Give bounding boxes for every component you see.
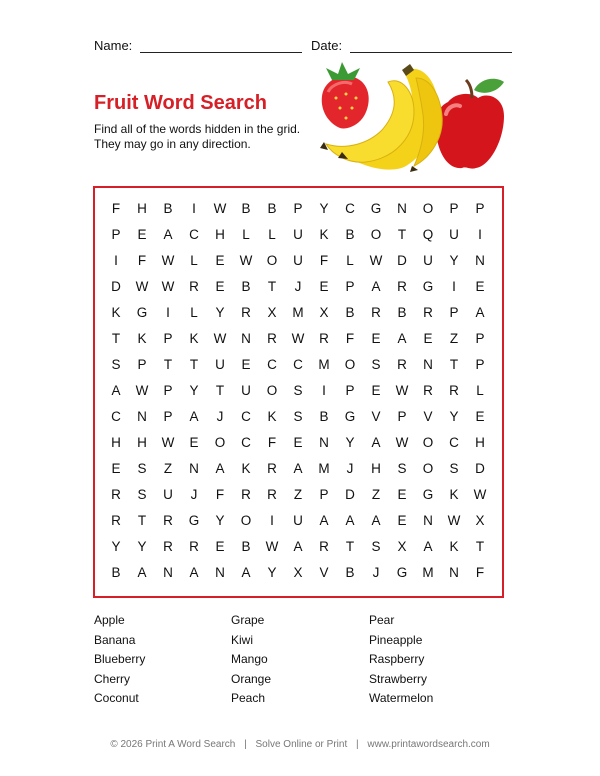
grid-letter[interactable]: I <box>270 513 274 528</box>
grid-letter[interactable]: C <box>449 435 459 450</box>
grid-letter[interactable]: H <box>137 435 147 450</box>
instructions <box>94 122 314 152</box>
grid-row <box>95 430 502 456</box>
grid-letter[interactable]: N <box>319 435 329 450</box>
grid-letter[interactable]: P <box>475 201 485 216</box>
word-item: Apple <box>94 613 125 627</box>
grid-letter[interactable]: E <box>189 435 199 450</box>
grid-letter[interactable]: E <box>111 461 121 476</box>
footer-solve-link[interactable]: Solve Online or Print <box>255 739 348 750</box>
grid-letter[interactable]: P <box>319 487 329 502</box>
grid-letter[interactable]: B <box>267 201 277 216</box>
grid-letter[interactable]: R <box>267 487 277 502</box>
grid-letter[interactable]: B <box>241 279 251 294</box>
grid-letter[interactable]: S <box>137 461 147 476</box>
grid-letter[interactable]: A <box>189 565 199 580</box>
grid-letter[interactable]: D <box>397 253 407 268</box>
grid-letter[interactable]: L <box>476 383 484 398</box>
grid-letter[interactable]: R <box>449 383 459 398</box>
grid-letter[interactable]: O <box>240 513 252 528</box>
grid-letter[interactable]: F <box>111 201 121 216</box>
grid-letter[interactable]: K <box>267 409 277 424</box>
grid-letter[interactable]: S <box>371 539 381 554</box>
grid-letter[interactable]: E <box>215 253 225 268</box>
grid-letter[interactable]: W <box>161 435 175 450</box>
grid-letter[interactable]: R <box>319 331 329 346</box>
grid-letter[interactable]: D <box>111 279 121 294</box>
grid-letter[interactable]: N <box>163 565 173 580</box>
grid-letter[interactable]: L <box>268 227 276 242</box>
grid-row <box>95 534 502 560</box>
grid-letter[interactable]: S <box>293 383 303 398</box>
grid-letter[interactable]: R <box>423 305 433 320</box>
instructions-line-1: Find all of the words hidden in the grid. <box>94 122 301 136</box>
grid-letter[interactable]: W <box>473 487 487 502</box>
grid-letter[interactable]: W <box>161 279 175 294</box>
grid-letter[interactable]: E <box>475 279 485 294</box>
grid-letter[interactable]: U <box>293 513 303 528</box>
grid-letter[interactable]: A <box>111 383 121 398</box>
grid-letter[interactable]: T <box>111 331 121 346</box>
grid-letter[interactable]: E <box>397 513 407 528</box>
grid-letter[interactable]: R <box>319 539 329 554</box>
name-field[interactable] <box>94 38 302 53</box>
grid-letter[interactable]: N <box>449 565 459 580</box>
grid-letter[interactable]: J <box>372 565 380 580</box>
grid-letter[interactable]: T <box>163 357 173 372</box>
grid-letter[interactable]: G <box>188 513 200 528</box>
footer-copyright: © 2026 Print A Word Search <box>110 739 236 750</box>
grid-letter[interactable]: I <box>166 305 170 320</box>
grid-row <box>95 482 502 508</box>
grid-letter[interactable]: R <box>423 383 433 398</box>
grid-letter[interactable]: L <box>190 253 198 268</box>
grid-letter[interactable]: E <box>241 357 251 372</box>
apple-icon <box>436 79 504 169</box>
name-label: Name: <box>94 38 133 53</box>
word-item: Pineapple <box>369 632 423 647</box>
grid-letter[interactable]: P <box>475 357 485 372</box>
grid-letter[interactable]: N <box>397 201 407 216</box>
grid-letter[interactable]: E <box>423 331 433 346</box>
grid-letter[interactable]: R <box>241 487 251 502</box>
grid-letter[interactable]: C <box>293 357 303 372</box>
word-column-3 <box>369 611 433 709</box>
grid-letter[interactable]: D <box>345 487 355 502</box>
grid-letter[interactable]: W <box>213 201 227 216</box>
grid-letter[interactable]: N <box>137 409 147 424</box>
grid-letter[interactable]: E <box>397 487 407 502</box>
grid-letter[interactable]: K <box>137 331 147 346</box>
grid-letter[interactable]: E <box>215 539 225 554</box>
grid-letter[interactable]: E <box>319 279 329 294</box>
grid-letter[interactable]: L <box>190 305 198 320</box>
grid-letter[interactable]: R <box>241 305 251 320</box>
grid-letter[interactable]: A <box>345 513 355 528</box>
word-item: Banana <box>94 632 136 647</box>
grid-letter[interactable]: A <box>475 305 485 320</box>
grid-letter[interactable]: W <box>135 383 149 398</box>
grid-letter[interactable]: W <box>239 253 253 268</box>
word-item: Grape <box>231 613 265 627</box>
grid-letter[interactable]: B <box>345 305 355 320</box>
grid-letter[interactable]: O <box>266 383 278 398</box>
date-line[interactable] <box>350 38 512 53</box>
word-item: Strawberry <box>369 671 428 686</box>
grid-letter[interactable]: K <box>449 539 459 554</box>
grid-letter[interactable]: X <box>293 565 303 580</box>
grid-letter[interactable]: I <box>478 227 482 242</box>
word-item: Pear <box>369 613 395 627</box>
grid-letter[interactable]: I <box>452 279 456 294</box>
grid-letter[interactable]: I <box>114 253 118 268</box>
grid-letter[interactable]: C <box>241 409 251 424</box>
grid-letter[interactable]: J <box>216 409 224 424</box>
grid-row <box>95 222 502 248</box>
grid-letter[interactable]: T <box>137 513 147 528</box>
grid-letter[interactable]: F <box>475 565 485 580</box>
word-item: Orange <box>231 671 272 686</box>
grid-letter[interactable]: Y <box>137 539 147 554</box>
grid-row <box>95 352 502 378</box>
grid-letter[interactable]: E <box>215 279 225 294</box>
grid-letter[interactable]: D <box>475 461 485 476</box>
grid-letter[interactable]: P <box>163 409 173 424</box>
grid-letter[interactable]: B <box>345 227 355 242</box>
grid-letter[interactable]: O <box>370 227 382 242</box>
grid-letter[interactable]: S <box>137 487 147 502</box>
grid-letter[interactable]: W <box>265 539 279 554</box>
grid-letter[interactable]: F <box>137 253 147 268</box>
grid-letter[interactable]: V <box>371 409 381 424</box>
grid-letter[interactable]: G <box>396 565 408 580</box>
grid-letter[interactable]: Y <box>319 201 329 216</box>
grid-letter[interactable]: A <box>371 435 381 450</box>
footer <box>0 739 600 750</box>
grid-letter[interactable]: T <box>449 357 459 372</box>
grid-letter[interactable]: N <box>475 253 485 268</box>
grid-letter[interactable]: H <box>215 227 225 242</box>
grid-letter[interactable]: R <box>397 279 407 294</box>
grid-letter[interactable]: Z <box>163 461 173 476</box>
grid-row <box>95 274 502 300</box>
grid-letter[interactable]: A <box>397 331 407 346</box>
grid-letter[interactable]: P <box>163 331 173 346</box>
instructions-line-2: They may go in any direction. <box>94 137 251 151</box>
grid-letter[interactable]: R <box>111 487 121 502</box>
grid-letter[interactable]: J <box>190 487 198 502</box>
grid-letter[interactable]: U <box>163 487 173 502</box>
grid-letter[interactable]: P <box>449 305 459 320</box>
grid-letter[interactable]: T <box>215 383 225 398</box>
grid-letter[interactable]: Y <box>215 513 225 528</box>
grid-letter[interactable]: Q <box>422 227 434 242</box>
grid-row <box>95 196 502 222</box>
grid-letter[interactable]: E <box>371 383 381 398</box>
grid-letter[interactable]: G <box>370 201 382 216</box>
grid-letter[interactable]: K <box>449 487 459 502</box>
grid-letter[interactable]: N <box>423 513 433 528</box>
grid-letter[interactable]: N <box>241 331 251 346</box>
grid-letter[interactable]: L <box>346 253 354 268</box>
grid-letter[interactable]: R <box>397 357 407 372</box>
strawberry-icon <box>322 62 369 129</box>
grid-letter[interactable]: I <box>192 201 196 216</box>
grid-letter[interactable]: G <box>422 279 434 294</box>
grid-letter[interactable]: T <box>267 279 277 294</box>
grid-letter[interactable]: Y <box>345 435 355 450</box>
grid-letter[interactable]: A <box>163 227 173 242</box>
grid-letter[interactable]: A <box>189 409 199 424</box>
grid-letter[interactable]: Y <box>449 253 459 268</box>
word-item: Raspberry <box>369 652 425 666</box>
grid-letter[interactable]: P <box>111 227 121 242</box>
word-item: Peach <box>231 691 266 705</box>
name-line[interactable] <box>140 38 302 53</box>
date-label: Date: <box>311 38 343 53</box>
grid-letter[interactable]: Z <box>371 487 381 502</box>
grid-letter[interactable]: Y <box>267 565 277 580</box>
grid-letter[interactable]: F <box>345 331 355 346</box>
grid-letter[interactable]: T <box>397 227 407 242</box>
grid-letter[interactable]: C <box>345 201 355 216</box>
grid-letter[interactable]: J <box>294 279 302 294</box>
grid-letter[interactable]: W <box>369 253 383 268</box>
grid-letter[interactable]: O <box>422 461 434 476</box>
grid-letter[interactable]: P <box>345 383 355 398</box>
page-title: Fruit Word Search <box>94 92 267 114</box>
grid-letter[interactable]: P <box>397 409 407 424</box>
word-item: Cherry <box>94 671 131 686</box>
grid-letter[interactable]: R <box>267 461 277 476</box>
footer-separator: | <box>244 739 247 750</box>
grid-letter[interactable]: W <box>395 435 409 450</box>
word-item: Watermelon <box>369 691 434 705</box>
grid-letter[interactable]: S <box>111 357 121 372</box>
grid-letter[interactable]: M <box>318 357 330 372</box>
grid-letter[interactable]: R <box>267 331 277 346</box>
grid-letter[interactable]: W <box>395 383 409 398</box>
grid-letter[interactable]: T <box>189 357 199 372</box>
grid-letter[interactable]: W <box>213 331 227 346</box>
grid-row <box>95 378 502 404</box>
grid-letter[interactable]: C <box>241 435 251 450</box>
grid-letter[interactable]: T <box>345 539 355 554</box>
grid-letter[interactable]: I <box>322 383 326 398</box>
grid-letter[interactable]: A <box>241 565 251 580</box>
grid-letter[interactable]: U <box>423 253 433 268</box>
grid-letter[interactable]: G <box>136 305 148 320</box>
grid-letter[interactable]: P <box>475 331 485 346</box>
grid-letter[interactable]: R <box>163 513 173 528</box>
grid-letter[interactable]: A <box>137 565 147 580</box>
grid-letter[interactable]: C <box>189 227 199 242</box>
grid-letter[interactable]: P <box>345 279 355 294</box>
grid-letter[interactable]: R <box>163 539 173 554</box>
grid-letter[interactable]: M <box>318 461 330 476</box>
word-search-grid[interactable] <box>93 186 504 598</box>
grid-letter[interactable]: K <box>241 461 251 476</box>
grid-letter[interactable]: F <box>215 487 225 502</box>
grid-letter[interactable]: X <box>475 513 485 528</box>
footer-site-link[interactable]: www.printawordsearch.com <box>367 739 490 750</box>
grid-letter[interactable]: P <box>137 357 147 372</box>
grid-letter[interactable]: V <box>319 565 329 580</box>
grid-letter[interactable]: P <box>293 201 303 216</box>
grid-letter[interactable]: O <box>422 201 434 216</box>
footer-separator: | <box>356 739 359 750</box>
grid-letter[interactable]: E <box>371 331 381 346</box>
word-item: Kiwi <box>231 632 254 647</box>
grid-letter[interactable]: N <box>215 565 225 580</box>
grid-letter[interactable]: S <box>293 409 303 424</box>
grid-letter[interactable]: U <box>215 357 225 372</box>
grid-letter[interactable]: R <box>189 539 199 554</box>
grid-letter[interactable]: O <box>214 435 226 450</box>
grid-letter[interactable]: E <box>293 435 303 450</box>
grid-letter[interactable]: Y <box>449 409 459 424</box>
grid-letter[interactable]: Y <box>189 383 199 398</box>
grid-letter[interactable]: F <box>319 253 329 268</box>
grid-letter[interactable]: K <box>189 331 199 346</box>
grid-row <box>95 456 502 482</box>
grid-letter[interactable]: N <box>189 461 199 476</box>
grid-letter[interactable]: A <box>293 539 303 554</box>
fruit-illustration <box>318 58 510 178</box>
grid-row <box>95 326 502 352</box>
grid-letter[interactable]: H <box>111 435 121 450</box>
grid-letter[interactable]: A <box>215 461 225 476</box>
grid-letter[interactable]: B <box>345 565 355 580</box>
date-field[interactable] <box>311 38 512 53</box>
grid-letter[interactable]: J <box>346 461 354 476</box>
grid-letter[interactable]: M <box>292 305 304 320</box>
grid-letter[interactable]: S <box>371 357 381 372</box>
grid-letter[interactable]: Y <box>111 539 121 554</box>
grid-letter[interactable]: Z <box>449 331 459 346</box>
grid-letter[interactable]: X <box>397 539 407 554</box>
grid-letter[interactable]: X <box>319 305 329 320</box>
grid-letter[interactable]: V <box>423 409 433 424</box>
grid-letter[interactable]: E <box>475 409 485 424</box>
grid-letter[interactable]: R <box>189 279 199 294</box>
grid-letter[interactable]: B <box>163 201 173 216</box>
word-item: Blueberry <box>94 652 146 666</box>
grid-letter[interactable]: N <box>423 357 433 372</box>
grid-letter[interactable]: P <box>449 201 459 216</box>
grid-letter[interactable]: G <box>422 487 434 502</box>
grid-letter[interactable]: O <box>422 435 434 450</box>
grid-letter[interactable]: R <box>371 305 381 320</box>
word-column-1 <box>94 611 145 709</box>
grid-letter[interactable]: X <box>267 305 277 320</box>
grid-letter[interactable]: S <box>397 461 407 476</box>
grid-letter[interactable]: A <box>371 279 381 294</box>
grid-letter[interactable]: H <box>475 435 485 450</box>
word-column-2 <box>231 611 271 709</box>
grid-letter[interactable]: W <box>135 279 149 294</box>
grid-letter[interactable]: A <box>423 539 433 554</box>
grid-row <box>95 404 502 430</box>
grid-letter[interactable]: K <box>319 227 329 242</box>
grid-letter[interactable]: E <box>137 227 147 242</box>
grid-letter[interactable]: B <box>397 305 407 320</box>
word-item: Coconut <box>94 691 139 705</box>
grid-letter[interactable]: B <box>319 409 329 424</box>
grid-letter[interactable]: B <box>111 565 121 580</box>
grid-letter[interactable]: U <box>293 227 303 242</box>
grid-row <box>95 248 502 274</box>
grid-letter[interactable]: B <box>241 201 251 216</box>
grid-letter[interactable]: W <box>291 331 305 346</box>
grid-row <box>95 508 502 534</box>
grid-letter[interactable]: W <box>161 253 175 268</box>
grid-letter[interactable]: O <box>266 253 278 268</box>
grid-letter[interactable]: U <box>241 383 251 398</box>
grid-letter[interactable]: A <box>293 461 303 476</box>
grid-letter[interactable]: U <box>449 227 459 242</box>
grid-row <box>95 300 502 326</box>
grid-letter[interactable]: C <box>111 409 121 424</box>
grid-letter[interactable]: Y <box>215 305 225 320</box>
grid-letter[interactable]: A <box>371 513 381 528</box>
grid-row <box>95 560 502 586</box>
grid-letter[interactable]: R <box>111 513 121 528</box>
grid-letter[interactable]: O <box>344 357 356 372</box>
grid-letter[interactable]: F <box>267 435 277 450</box>
grid-letter[interactable]: L <box>242 227 250 242</box>
grid-letter[interactable]: H <box>137 201 147 216</box>
grid-letter[interactable]: G <box>344 409 356 424</box>
grid-letter[interactable]: K <box>111 305 121 320</box>
grid-letter[interactable]: W <box>447 513 461 528</box>
grid-letter[interactable]: P <box>163 383 173 398</box>
grid-letter[interactable]: C <box>267 357 277 372</box>
word-item: Mango <box>231 652 268 666</box>
grid-letter[interactable]: S <box>449 461 459 476</box>
grid-letter[interactable]: Z <box>293 487 303 502</box>
grid-letter[interactable]: A <box>319 513 329 528</box>
grid-letter[interactable]: U <box>293 253 303 268</box>
grid-letter[interactable]: M <box>422 565 434 580</box>
grid-letter[interactable]: H <box>371 461 381 476</box>
grid-letter[interactable]: T <box>475 539 485 554</box>
grid-letter[interactable]: B <box>241 539 251 554</box>
